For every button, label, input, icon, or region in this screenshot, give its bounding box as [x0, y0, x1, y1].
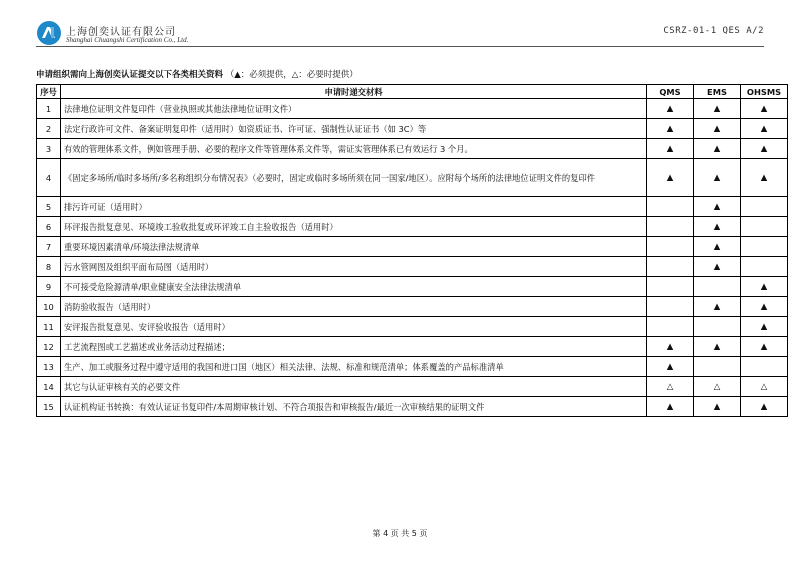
row-ohsms-mark: △ — [741, 377, 788, 397]
row-material: 消防验收报告（适用时） — [61, 297, 647, 317]
row-material: 排污许可证（适用时） — [61, 197, 647, 217]
row-qms-mark: ▲ — [647, 119, 694, 139]
page-number: 第 4 页 共 5 页 — [372, 529, 428, 538]
row-ems-mark: ▲ — [694, 139, 741, 159]
table-row — [37, 119, 788, 139]
company-logo-icon — [36, 20, 62, 46]
row-ems-mark: ▲ — [694, 119, 741, 139]
materials-table — [36, 84, 788, 417]
row-ohsms-mark: ▲ — [741, 159, 788, 197]
row-ems-mark: ▲ — [694, 99, 741, 119]
row-number: 5 — [37, 197, 61, 217]
row-number: 10 — [37, 297, 61, 317]
row-material: 其它与认证审核有关的必要文件 — [61, 377, 647, 397]
row-number: 11 — [37, 317, 61, 337]
row-ems-mark: ▲ — [694, 197, 741, 217]
row-number: 12 — [37, 337, 61, 357]
table-body — [37, 99, 788, 417]
row-number: 2 — [37, 119, 61, 139]
intro-legend: （▲：必须提供，△：必要时提供） — [225, 70, 358, 80]
row-ems-mark: ▲ — [694, 217, 741, 237]
row-material: 不可接受危险源清单/职业健康安全法律法规清单 — [61, 277, 647, 297]
row-ohsms-mark: ▲ — [741, 119, 788, 139]
row-material: 认证机构证书转换：有效认证证书复印件/本周期审核计划、不符合项报告和审核报告/最近一次审核结果的证明文件 — [61, 397, 647, 417]
row-qms-mark: △ — [647, 377, 694, 397]
company-name-cn: 上海创奕认证有限公司 — [66, 27, 176, 38]
row-ohsms-mark: ▲ — [741, 139, 788, 159]
table-row — [37, 337, 788, 357]
row-qms-mark — [647, 237, 694, 257]
table-row — [37, 297, 788, 317]
table-row — [37, 217, 788, 237]
row-qms-mark: ▲ — [647, 337, 694, 357]
row-number: 15 — [37, 397, 61, 417]
row-ohsms-mark: ▲ — [741, 297, 788, 317]
table-row — [37, 277, 788, 297]
row-qms-mark: ▲ — [647, 397, 694, 417]
row-material: 重要环境因素清单/环境法律法规清单 — [61, 237, 647, 257]
row-material: 法定行政许可文件、备案证明复印件（适用时）如资质证书、许可证、强制性认证证书（如 3C）等 — [61, 119, 647, 139]
row-number: 8 — [37, 257, 61, 277]
row-ohsms-mark: ▲ — [741, 337, 788, 357]
table-row — [37, 397, 788, 417]
row-ohsms-mark: ▲ — [741, 99, 788, 119]
table-header-row — [37, 85, 788, 99]
table-row — [37, 317, 788, 337]
row-number: 1 — [37, 99, 61, 119]
row-ems-mark — [694, 357, 741, 377]
table-row — [37, 257, 788, 277]
table-row — [37, 99, 788, 119]
company-name-en: Shanghai Chuangshi Certification Co., Ltd. — [66, 36, 189, 44]
row-ems-mark: △ — [694, 377, 741, 397]
row-ohsms-mark: ▲ — [741, 317, 788, 337]
row-ohsms-mark — [741, 237, 788, 257]
row-material: 污水管网图及组织平面布局图（适用时） — [61, 257, 647, 277]
row-number: 4 — [37, 159, 61, 197]
document-number: CSRZ-01-1 QES A/2 — [663, 26, 764, 36]
row-qms-mark — [647, 257, 694, 277]
row-number: 3 — [37, 139, 61, 159]
row-number: 13 — [37, 357, 61, 377]
row-ems-mark: ▲ — [694, 337, 741, 357]
header-ohsms: OHSMS — [741, 85, 788, 99]
row-number: 14 — [37, 377, 61, 397]
table-row — [37, 237, 788, 257]
row-material: 《固定多场所/临时多场所/多名称组织分布情况表》（必要时，固定或临时多场所须在同一国家/地区）。应附每个场所的法律地位证明文件的复印件 — [61, 159, 647, 197]
row-qms-mark — [647, 197, 694, 217]
row-ohsms-mark — [741, 217, 788, 237]
row-ems-mark: ▲ — [694, 159, 741, 197]
row-ohsms-mark: ▲ — [741, 277, 788, 297]
row-number: 9 — [37, 277, 61, 297]
row-material: 工艺流程图或工艺描述或业务活动过程描述； — [61, 337, 647, 357]
row-qms-mark: ▲ — [647, 139, 694, 159]
row-ems-mark: ▲ — [694, 397, 741, 417]
row-ems-mark — [694, 317, 741, 337]
header-no: 序号 — [37, 85, 61, 99]
row-qms-mark — [647, 297, 694, 317]
table-row — [37, 357, 788, 377]
row-ohsms-mark — [741, 197, 788, 217]
intro-line — [36, 68, 358, 80]
row-ems-mark: ▲ — [694, 257, 741, 277]
row-material: 法律地位证明文件复印件（营业执照或其他法律地位证明文件） — [61, 99, 647, 119]
header-material: 申请时递交材料 — [61, 85, 647, 99]
table-row — [37, 139, 788, 159]
row-material: 环评报告批复意见、环境竣工验收批复或环评竣工自主验收报告（适用时） — [61, 217, 647, 237]
header-ems: EMS — [694, 85, 741, 99]
header-divider — [36, 46, 764, 47]
row-ems-mark: ▲ — [694, 297, 741, 317]
row-qms-mark: ▲ — [647, 357, 694, 377]
header-qms: QMS — [647, 85, 694, 99]
row-qms-mark: ▲ — [647, 99, 694, 119]
row-qms-mark — [647, 277, 694, 297]
row-material: 有效的管理体系文件，例如管理手册、必要的程序文件等管理体系文件等，需证实管理体系已有效运行 3 个月。 — [61, 139, 647, 159]
row-qms-mark: ▲ — [647, 159, 694, 197]
row-ems-mark: ▲ — [694, 237, 741, 257]
row-material: 生产、加工或服务过程中遵守适用的我国和进口国（地区）相关法律、法规、标准和规范清单；体系覆盖的产品标准清单 — [61, 357, 647, 377]
table-row — [37, 197, 788, 217]
table-row — [37, 159, 788, 197]
row-ohsms-mark — [741, 257, 788, 277]
row-number: 7 — [37, 237, 61, 257]
row-qms-mark — [647, 217, 694, 237]
table-row — [37, 377, 788, 397]
row-material: 安评报告批复意见、安评验收报告（适用时） — [61, 317, 647, 337]
row-qms-mark — [647, 317, 694, 337]
row-ems-mark — [694, 277, 741, 297]
row-number: 6 — [37, 217, 61, 237]
row-ohsms-mark — [741, 357, 788, 377]
row-ohsms-mark: ▲ — [741, 397, 788, 417]
intro-title: 申请组织需向上海创奕认证提交以下各类相关资料 — [36, 70, 224, 80]
